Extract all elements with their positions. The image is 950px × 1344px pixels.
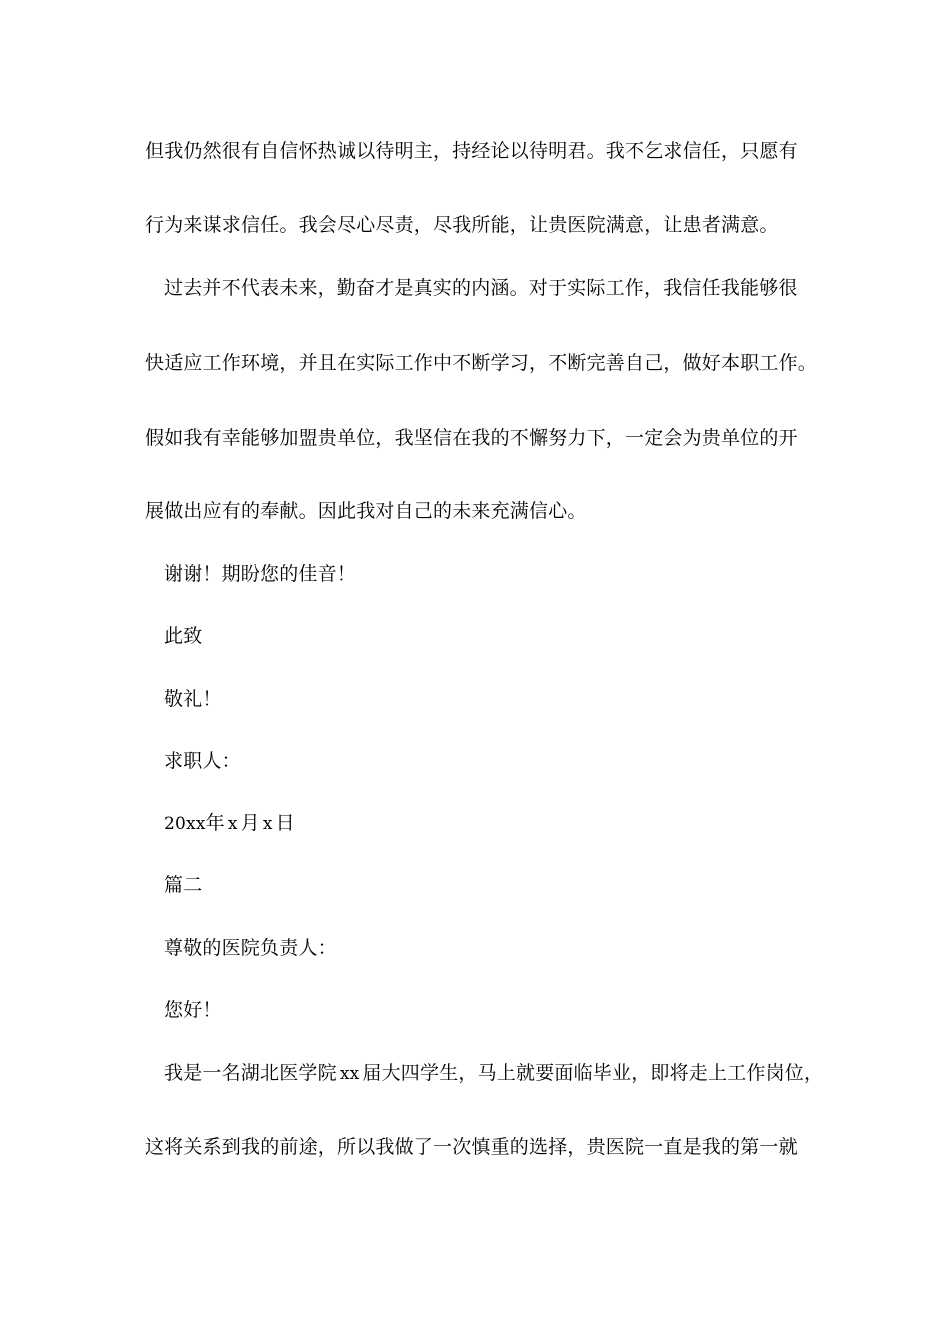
paragraph-line: 行为来谋求信任。我会尽心尽责，尽我所能，让贵医院满意，让患者满意。 [145, 214, 779, 236]
paragraph-line: 过去并不代表未来，勤奋才是真实的内涵。对于实际工作，我信任我能够很 [164, 277, 798, 299]
date-year-label: 年 [205, 812, 225, 834]
intro-before: 我是一名湖北医学院 [164, 1062, 337, 1084]
greeting-line: 您好！ [164, 999, 222, 1021]
intro-class-value: xx [339, 1064, 360, 1084]
section-heading: 篇二 [164, 874, 203, 896]
paragraph-line: 这将关系到我的前途，所以我做了一次慎重的选择，贵医院一直是我的第一就 [145, 1136, 798, 1158]
intro-line [164, 1061, 823, 1086]
intro-after: 届大四学生，马上就要面临毕业，即将走上工作岗位， [362, 1062, 824, 1084]
paragraph-line: 但我仍然很有自信怀热诚以待明主，持经论以待明君。我不乞求信任，只愿有 [145, 140, 798, 162]
date-month-value: x [227, 814, 238, 834]
greeting-recipient: 尊敬的医院负责人： [164, 937, 337, 959]
closing-line: 此致 [164, 625, 203, 647]
paragraph-line: 展做出应有的奉献。因此我对自己的未来充满信心。 [145, 500, 587, 522]
date-day-value: x [262, 814, 273, 834]
date-year-value: 20xx [164, 814, 206, 834]
paragraph-line: 快适应工作环境，并且在实际工作中不断学习，不断完善自己，做好本职工作。 [145, 352, 818, 374]
date-line [164, 811, 295, 836]
applicant-line: 求职人： [164, 750, 241, 772]
thanks-line: 谢谢！期盼您的佳音！ [164, 563, 357, 585]
date-month-label: 月 [240, 812, 260, 834]
paragraph-line: 假如我有幸能够加盟贵单位，我坚信在我的不懈努力下，一定会为贵单位的开 [145, 427, 798, 449]
date-day-label: 日 [275, 812, 295, 834]
salute-line: 敬礼！ [164, 688, 222, 710]
